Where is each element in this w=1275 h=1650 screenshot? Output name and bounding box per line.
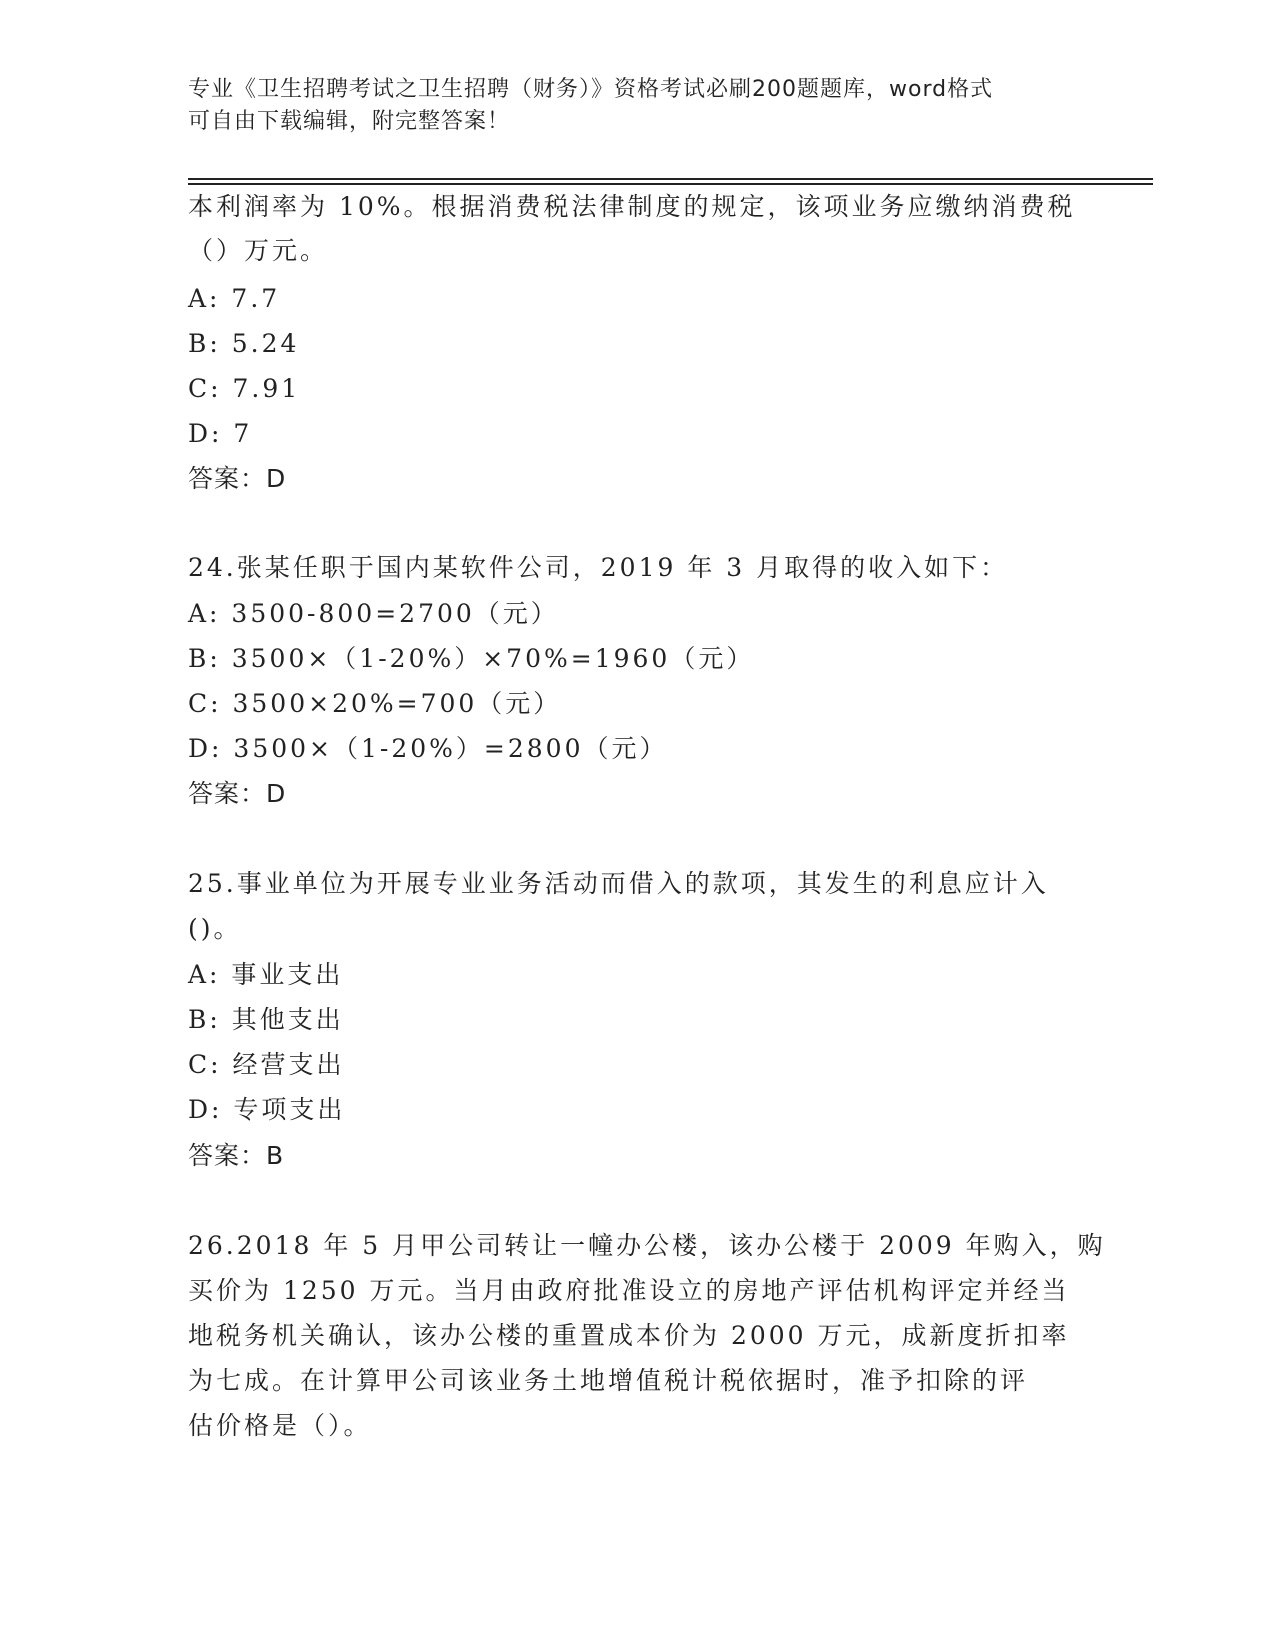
q25-stem-line-1: 25.事业单位为开展专业业务活动而借入的款项，其发生的利息应计入	[188, 869, 1049, 898]
document-header	[188, 74, 1088, 138]
q25-option-c: C: 经营支出	[188, 1050, 345, 1079]
q24-option-c: C: 3500×20%=700（元）	[188, 689, 562, 718]
q23-option-d: D: 7	[188, 419, 253, 448]
q24-option-d: D: 3500×（1-20%）=2800（元）	[188, 734, 668, 763]
q23-answer: 答案：D	[188, 464, 287, 493]
q25-stem-line-2: ()。	[188, 914, 242, 943]
q23-stem-line-1: 本利润率为 10%。根据消费税法律制度的规定，该项业务应缴纳消费税	[188, 192, 1076, 221]
q24-stem-line-1: 24.张某任职于国内某软件公司，2019 年 3 月取得的收入如下：	[188, 553, 1009, 582]
q26-stem-line-5: 估价格是（）。	[188, 1411, 372, 1440]
q24-option-a: A: 3500-800=2700（元）	[188, 599, 559, 628]
q23-stem-line-2: （）万元。	[188, 236, 329, 265]
q25-option-d: D: 专项支出	[188, 1095, 346, 1124]
header-title-line-1: 专业《卫生招聘考试之卫生招聘（财务）》资格考试必刷200题题库，word格式	[188, 77, 994, 102]
header-divider-top	[188, 178, 1153, 180]
q23-option-a: A: 7.7	[188, 284, 281, 313]
q26-stem-line-2: 买价为 1250 万元。当月由政府批准设立的房地产评估机构评定并经当	[188, 1276, 1070, 1305]
q26-stem-line-3: 地税务机关确认，该办公楼的重置成本价为 2000 万元，成新度折扣率	[188, 1321, 1070, 1350]
q23-option-c: C: 7.91	[188, 374, 301, 403]
q25-option-b: B: 其他支出	[188, 1005, 344, 1034]
q26-stem-line-4: 为七成。在计算甲公司该业务土地增值税计税依据时，准予扣除的评	[188, 1366, 1029, 1395]
q24-option-b: B: 3500×（1-20%）×70%=1960（元）	[188, 644, 755, 673]
q25-answer: 答案：B	[188, 1141, 285, 1170]
q23-option-b: B: 5.24	[188, 329, 300, 358]
header-title-line-2: 可自由下载编辑，附完整答案！	[188, 109, 511, 134]
q24-answer: 答案：D	[188, 779, 287, 808]
q25-option-a: A: 事业支出	[188, 960, 344, 989]
header-divider-bottom	[188, 183, 1153, 185]
q26-stem-line-1: 26.2018 年 5 月甲公司转让一幢办公楼，该办公楼于 2009 年购入，购	[188, 1231, 1106, 1260]
